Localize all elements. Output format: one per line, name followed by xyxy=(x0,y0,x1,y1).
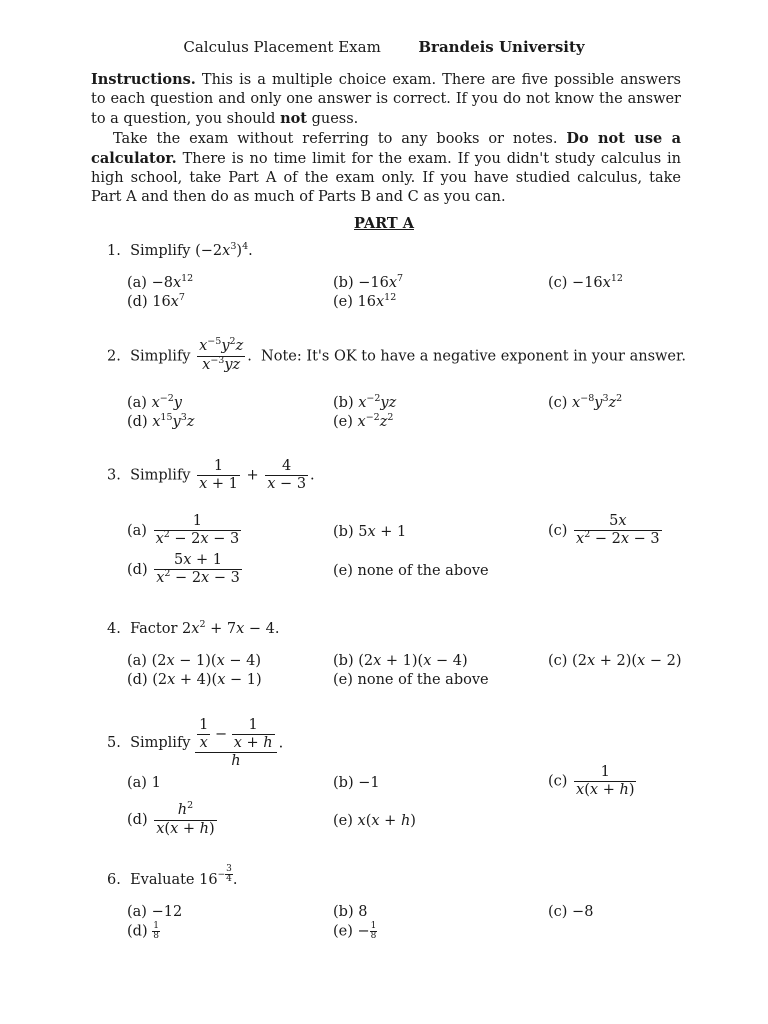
answer-choice-d[interactable]: (d) $\frac{1}{8}$ xyxy=(127,921,159,941)
answer-choice-b[interactable]: (b) 5x + 1 xyxy=(333,524,407,540)
answer-choice-e[interactable]: (e) $16x^{12}$ xyxy=(333,292,397,310)
question-prompt: 2. Simplify $\frac{x^{-5}y^2z}{x^{-3}yz}$ . Note: It's OK to have a negative exponent in your answer. xyxy=(107,336,686,373)
instructions-paragraph-1 xyxy=(91,70,681,129)
answer-choice-d[interactable]: (d) $\frac{5x + 1}{x^2 - 2x - 3}$ xyxy=(127,552,240,586)
exam-title: Calculus Placement Exam xyxy=(183,38,381,56)
part-title: PART A xyxy=(354,215,414,232)
answer-choice-a[interactable]: $(a) -8x^{12}$ xyxy=(127,273,194,291)
answer-choice-c[interactable]: (c) (2x + 2)(x − 2) xyxy=(548,653,682,669)
answer-choice-c[interactable]: $(c) -16x^{12}$ xyxy=(548,273,623,291)
instructions xyxy=(91,70,681,207)
question-note: Note: It's OK to have a negative exponent in your answer. xyxy=(261,348,686,365)
instructions-calculator-warning: Do not use a calculator. xyxy=(91,130,681,167)
instructions-text: Take the exam without referring to any books or notes. xyxy=(113,131,558,147)
answer-choice-a[interactable]: (a) 1 xyxy=(127,775,161,791)
answer-choice-e[interactable]: (e) $x^{-2}z^2$ xyxy=(333,412,394,430)
answer-choice-a[interactable]: (a) $\frac{1}{x^2 - 2x - 3}$ xyxy=(127,513,240,547)
answer-choice-b[interactable]: (b) (2x + 1)(x − 4) xyxy=(333,653,468,669)
question-prompt: 1. Simplify $(-2x^3)^4$. xyxy=(107,241,253,259)
answer-choice-e[interactable]: (e) − $\frac{1}{8}$ xyxy=(333,921,377,941)
answer-choice-c[interactable]: (c) $\frac{5x}{x^2 - 2x - 3}$ xyxy=(548,513,660,547)
question-prompt: 3. Simplify $\frac{1}{x + 1}$ + $\frac{4}{x - 3}$ . xyxy=(107,458,315,492)
answer-choice-d[interactable]: (d) (2x + 4)(x − 1) xyxy=(127,672,262,688)
answer-choice-d[interactable]: (d) $16x^7$ xyxy=(127,292,185,310)
answer-choice-a[interactable]: (a) −12 xyxy=(127,904,183,920)
part-a-heading xyxy=(0,214,768,234)
page-header xyxy=(0,38,768,57)
answer-choice-b[interactable]: (b) $x^{-2}yz$ xyxy=(333,393,397,411)
answer-choice-e[interactable]: (e) x(x + h) xyxy=(333,813,416,829)
answer-choice-c[interactable]: (c) −8 xyxy=(548,904,594,920)
question-prompt: 6. Evaluate $16^{- \frac{3}{4}}$ . xyxy=(107,864,238,888)
answer-choice-d[interactable]: (d) $x^{15}y^3z$ xyxy=(127,412,195,430)
university-name: Brandeis University xyxy=(418,38,585,56)
answer-choice-c[interactable]: (c) $\frac{1}{x(x + h)}$ xyxy=(548,764,635,798)
answer-choice-a[interactable]: (a) $x^{-2}y$ xyxy=(127,393,182,411)
instructions-paragraph-2 xyxy=(91,129,681,207)
instructions-text: There is no time limit for the exam. If you didn't study calculus in high school, take Part A of the exam only. If you have studied calculus, take Part A and then do as much of Parts B and C as you can. xyxy=(91,151,681,205)
instructions-text: guess. xyxy=(311,111,359,127)
answer-choice-b[interactable]: (b) 8 xyxy=(333,904,368,920)
answer-choice-d[interactable]: (d) $\frac{h^2}{x(x + h)}$ xyxy=(127,800,215,837)
instructions-not: not xyxy=(280,110,307,127)
instructions-text: This is a multiple choice exam. There are five possible answers to each question and only one answer is correct. If you do not know the answer to a question, you should xyxy=(91,72,681,127)
answer-choice-b[interactable]: (b) −1 xyxy=(333,775,380,791)
instructions-label: Instructions. xyxy=(91,71,196,88)
answer-choice-b[interactable]: $(b) -16x^7$ xyxy=(333,273,404,291)
answer-choice-e[interactable]: (e) none of the above xyxy=(333,563,489,579)
answer-choice-e[interactable]: (e) none of the above xyxy=(333,672,489,688)
answer-choice-c[interactable]: (c) $x^{-8}y^3z^2$ xyxy=(548,393,623,411)
answer-choice-a[interactable]: (a) (2x − 1)(x − 4) xyxy=(127,653,262,669)
question-prompt: 4. Factor $2x^2 + 7x - 4$. xyxy=(107,619,280,637)
question-prompt: 5. Simplify $\frac{1}{x}$ − $\frac{1}{x + h}$ h . xyxy=(107,717,284,769)
